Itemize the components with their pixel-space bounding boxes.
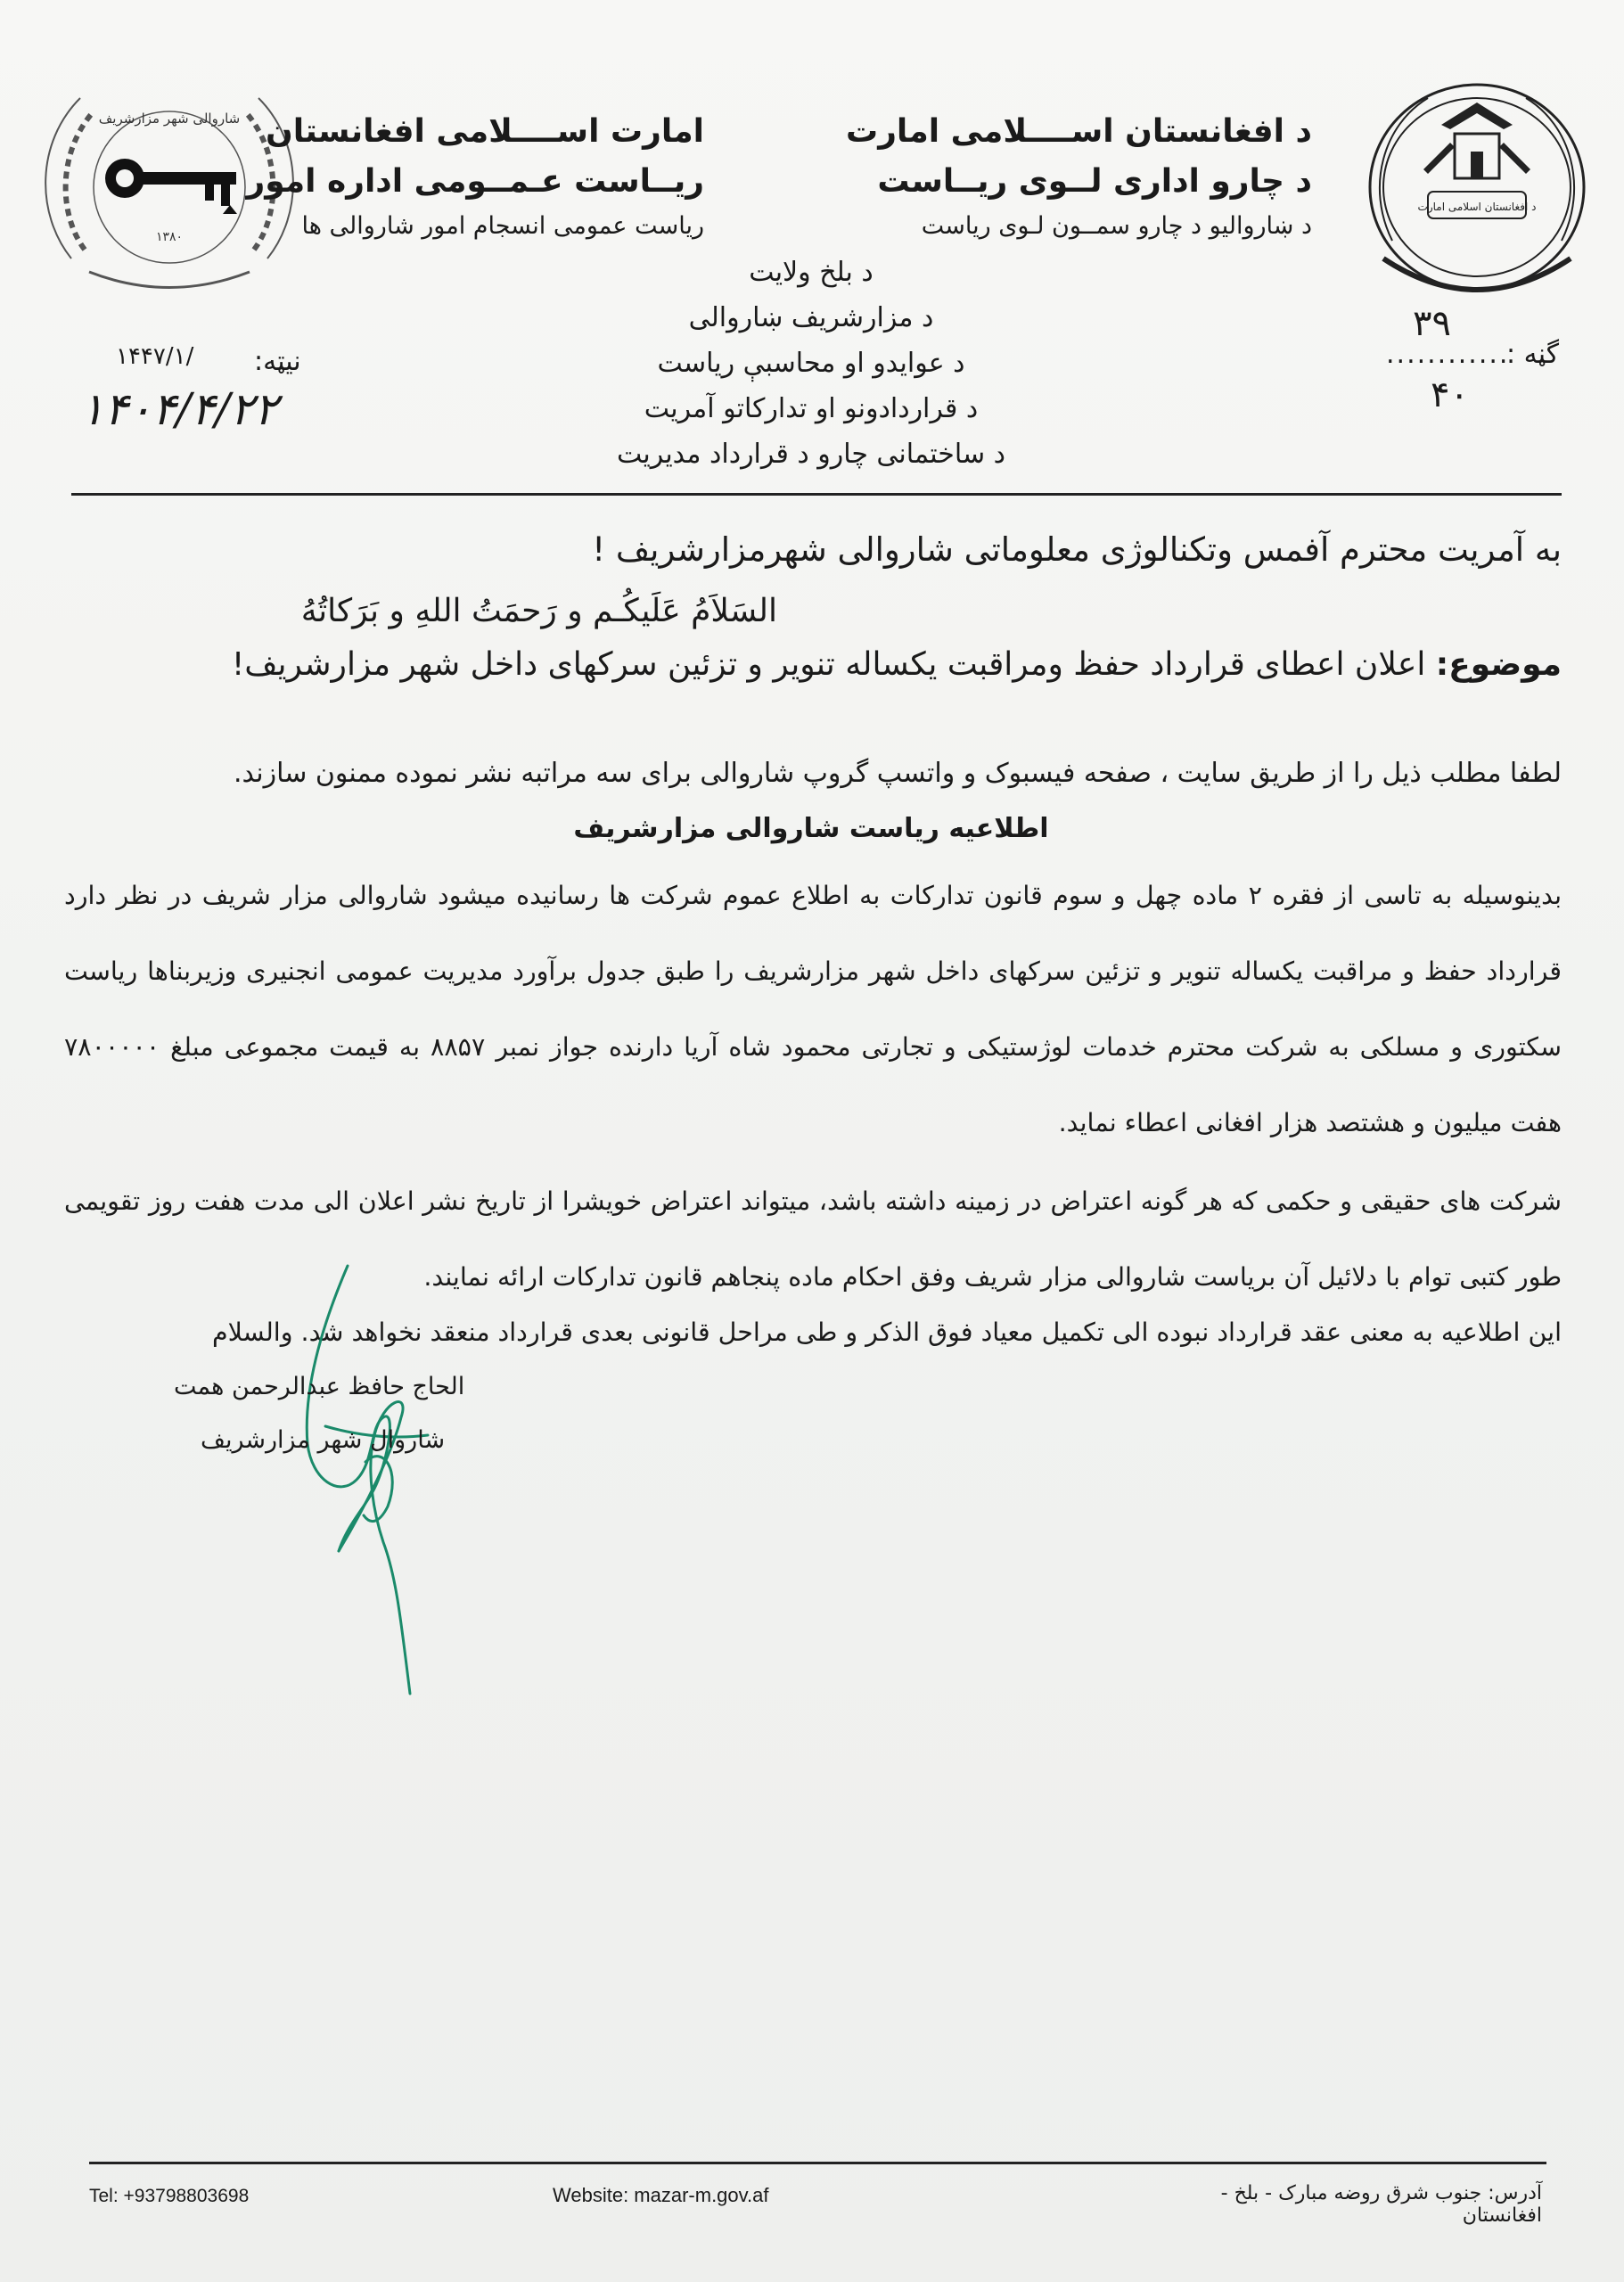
- address-line: د عوایدو او محاسبې ریاست: [657, 348, 965, 379]
- footer-website: Website: mazar-m.gov.af: [553, 2184, 769, 2206]
- announcement-paragraph-2: شرکت های حقیقی و حکمی که هر گونه اعتراض در زمینه داشته باشد، میتواند اعتراض خویشرا از تاریخ نشر اعلان الی مدت هفت روز تقویمی طور کتبی توام با دلائیل آن بریاست شاروالی مزار شریف وفق احکام ماده پنجاهم قانون تدارکات ارائه نمایند.: [64, 1186, 1562, 1292]
- left-seal-year: ۱۳۸۰: [155, 230, 184, 244]
- letter-subject: [64, 646, 1562, 683]
- address-line: د ساختمانی چارو د قرارداد مدیریت: [616, 439, 1006, 470]
- announcement-paragraph-1: بدینوسیله به تاسی از فقره ۲ ماده چهل و سوم قانون تدارکات به اطلاع عموم شرکت ها رسانیده میشود شاروالی مزار شریف در نظر دارد قرارداد حفظ و مراقبت یکساله تنویر و تزئین سرکهای داخل شهر مزارشریف را طبق جدول برآورد مدیریت عمومی انجنیری وزیربناها ریاست سکتوری و مسلکی به شرکت محترم خدمات لوژستیکی و تجارتی محمود شاه آریا دارنده جواز نمبر ۸۸۵۷ به قیمت مجموعی مبلغ ۷۸۰۰۰۰۰ هفت میلیون و هشتصد هزار افغانی اعطاء نماید.: [64, 881, 1562, 1137]
- date-handwritten: ۱۴۰۴/۴/۲۲: [80, 383, 278, 435]
- header-right: [813, 107, 1312, 246]
- letter-salutation: السَلاَمُ عَلَيكُـم و رَحمَتُ اللهِ و بَرَكاتُهُ: [300, 593, 777, 629]
- header-divider: [71, 493, 1562, 496]
- address-line: د بلخ ولایت: [749, 257, 874, 288]
- reference-number-dots: ............: [1386, 339, 1510, 370]
- header-left-line1: امارت اســــلامی افغانستان: [266, 113, 704, 150]
- publication-request: لطفا مطلب ذیل را از طریق سایت ، صفحه فیسبوک و واتسپ گروپ شاروالی برای سه مراتبه نشر نموده ممنون سازند.: [233, 758, 1562, 789]
- signer-title: شاروال شهر مزارشریف: [201, 1426, 446, 1454]
- footer-phone: Tel: +93798803698: [89, 2186, 250, 2206]
- header-right-line2: د چارو اداری لــوی ریــاست: [877, 163, 1312, 200]
- header-left-line3: ریاست عمومی انسجام امور شاروالی ها: [301, 212, 704, 240]
- header-right-line3: د ښاروالیو د چارو سمــون لـوی ریاست: [921, 212, 1312, 240]
- reference-number-handwritten-top: ۳۹: [1413, 303, 1451, 344]
- address-line: د قراردادونو او تدارکاتو آمریت: [644, 393, 979, 424]
- left-seal-text: شاروالی شهر مزارشریف: [98, 111, 241, 127]
- header-left: [246, 107, 704, 246]
- subject-text: اعلان اعطای قرارداد حفظ ومراقبت یکساله تنویر و تزئین سرکهای داخل شهر مزارشریف!: [231, 646, 1436, 683]
- letter-recipient: به آمریت محترم آفمس وتکنالوژی معلوماتی شاروالی شهرمزارشریف !: [592, 530, 1562, 569]
- announcement-paragraph-3: این اطلاعیه به معنی عقد قرارداد نبوده الی تکمیل معیاد فوق الذکر و طی مراحل قانونی بعدی قرارداد منعقد نخواهد شد. والسلام: [212, 1317, 1562, 1347]
- reference-number-handwritten-bottom: ۴۰: [1431, 374, 1469, 415]
- address-line: د مزارشریف ښاروالی: [688, 302, 934, 333]
- date-label: نیټه:: [254, 346, 301, 377]
- signature-icon: [285, 1257, 463, 1703]
- reference-number-label: گڼه :: [1506, 339, 1560, 370]
- subject-label: موضوع:: [1435, 646, 1562, 683]
- emirate-emblem-icon: [1348, 71, 1606, 312]
- address-block: [553, 250, 1070, 477]
- footer-divider: [89, 2162, 1546, 2164]
- right-seal-text: د افغانستان اسلامی امارت: [1417, 201, 1537, 213]
- footer-address: آدرس: جنوب شرق روضه مبارک - بلخ - افغانستان: [1220, 2182, 1542, 2227]
- date-hijri: ۱۴۴۷/۱/: [116, 343, 194, 370]
- signer-name: الحاج حافظ عبدالرحمن همت: [174, 1373, 465, 1400]
- header-right-line1: د افغانستان اســــلامی امارت: [846, 113, 1312, 150]
- announcement-title: اطلاعیه ریاست شاروالی مزارشریف: [573, 813, 1049, 844]
- header-left-line2: ریــاست عـمــومی اداره امور: [246, 163, 704, 200]
